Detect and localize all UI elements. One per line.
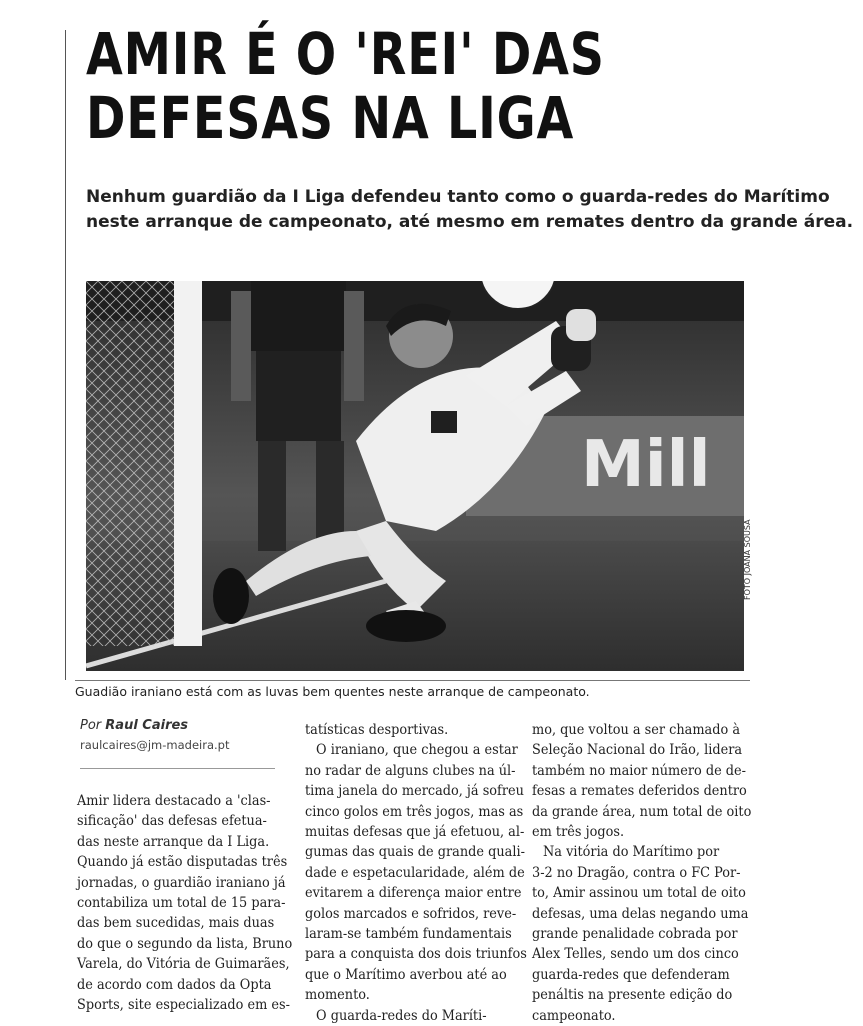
article-line: de acordo com dados da Opta [77,976,272,993]
article-line: também no maior número de de- [532,762,747,779]
subhead-line-1: Nenhum guardião da I Liga defendeu tanto como o guarda-redes do Marítimo [86,187,830,207]
article-line: penáltis na presente edição do [532,987,733,1004]
article-line: tatísticas desportivas. [305,722,449,738]
article-line: to, Amir assinou um total de oito [532,885,746,902]
subheadline [86,185,854,235]
article-line: que o Marítimo averbou até ao [305,966,507,983]
article-line: Sports, site especializado em es- [77,997,291,1014]
byline [80,718,280,733]
headline-line-2: DEFESAS NA LIGA [86,84,575,152]
article-line: defesas, uma delas negando uma [532,905,749,922]
article-line: Na vitória do Marítimo por [543,844,720,861]
article-line: contabiliza um total de 15 para- [77,895,286,912]
article-line: gumas das quais de grande quali- [305,844,525,861]
caption-rule [75,680,750,681]
headline-line-1: AMIR É O 'REI' DAS [86,20,605,88]
article-line: campeonato. [532,1007,616,1024]
byline-prefix: Por [80,718,102,733]
goalkeeper-photo [86,281,744,671]
article-line: Seleção Nacional do Irão, lidera [532,742,743,759]
article-line: sificação' das defesas efetua- [77,813,267,830]
advert-text: Mill [581,428,711,502]
vertical-rule [65,30,66,680]
article-line: Varela, do Vitória de Guimarães, [77,956,290,973]
photo-illustration [86,281,744,671]
article-line: Alex Telles, sendo um dos cinco [532,946,739,963]
byline-rule [80,768,275,769]
article-column-2 [305,720,527,1026]
article-line: para a conquista dos dois triunfos [305,946,527,963]
article-line: grande penalidade cobrada por [532,926,738,943]
subhead-line-2: neste arranque de campeonato, até mesmo em remates dentro da grande área. [86,212,854,232]
article-line: das bem sucedidas, mais duas [77,915,275,932]
article-line: guarda-redes que defenderam [532,966,730,983]
article-line: mo, que voltou a ser chamado à [532,722,740,738]
article-column-3 [532,720,752,1026]
article-line: da grande área, num total de oito [532,803,752,820]
article-line: muitas defesas que já efetuou, al- [305,824,525,841]
article-line: dade e espetacularidade, além de [305,864,525,881]
article-line: do que o segundo da lista, Bruno [77,935,293,952]
article-line: golos marcados e sofridos, reve- [305,905,517,922]
goal-post [174,281,202,646]
article-line: 3-2 no Dragão, contra o FC Por- [532,864,741,881]
article-line: das neste arranque da I Liga. [77,833,270,850]
article-line: evitarem a diferença maior entre [305,885,522,902]
article-line: cinco golos em três jogos, mas as [305,803,524,820]
photo-caption: Guadião iraniano está com as luvas bem quentes neste arranque de campeonato. [75,684,590,699]
article-line: em três jogos. [532,824,625,841]
article-column-1 [77,791,293,1015]
goal-net [86,281,176,646]
article-line: Quando já estão disputadas três [77,854,288,871]
photo-credit: FOTO JOANA SOUSA [743,519,752,600]
article-line: momento. [305,987,370,1004]
article-line: fesas a remates deferidos dentro [532,783,747,800]
author-email[interactable]: raulcaires@jm-madeira.pt [80,738,230,752]
article-line: O guarda-redes do Maríti- [316,1007,487,1024]
headline [86,22,676,150]
byline-author: Raul Caires [105,718,189,733]
article-line: jornadas, o guardião iraniano já [77,874,286,891]
article-line: laram-se também fundamentais [305,926,512,943]
article-line: tima janela do mercado, já sofreu [305,783,524,800]
article-line: O iraniano, que chegou a estar [316,742,518,759]
article-line: no radar de alguns clubes na úl- [305,762,516,779]
article-line: Amir lidera destacado a 'clas- [77,793,271,809]
